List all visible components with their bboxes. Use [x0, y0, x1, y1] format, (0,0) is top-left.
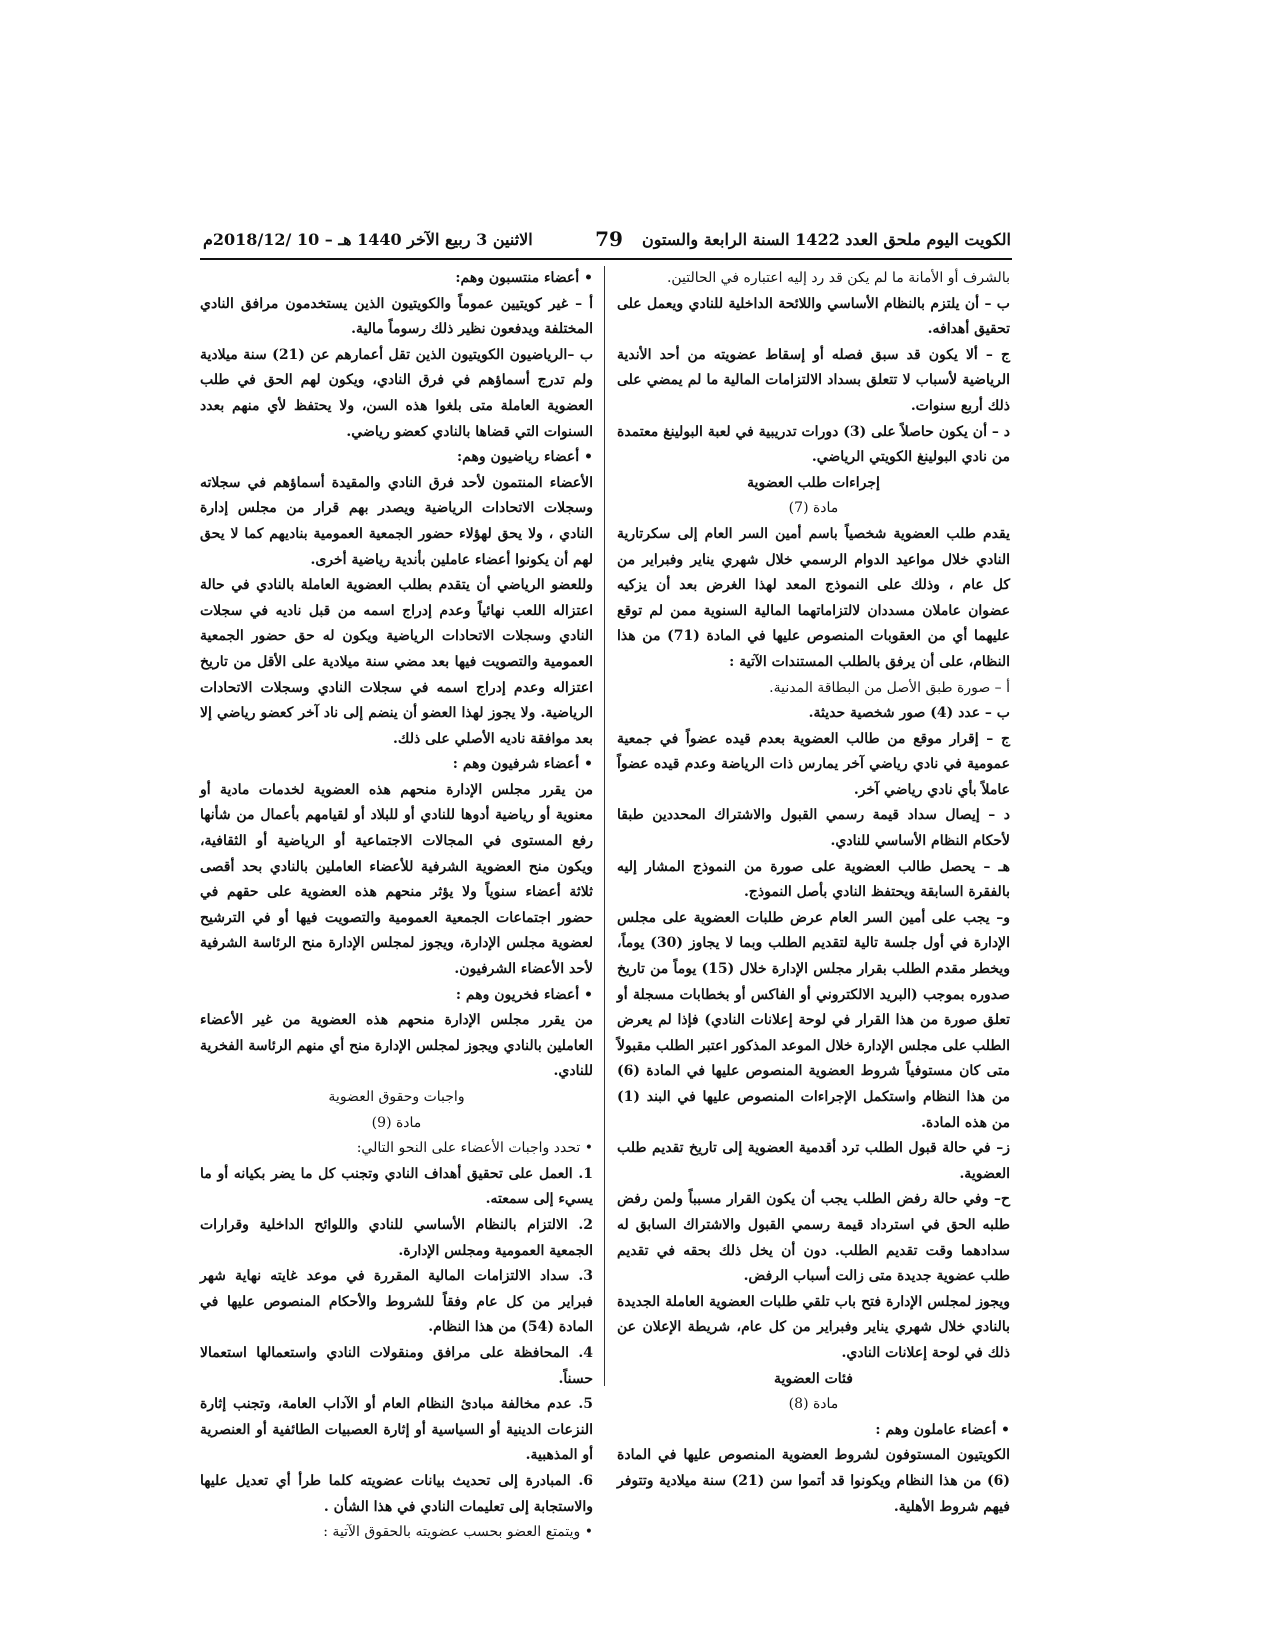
paragraph: ح– وفي حالة رفض الطلب يجب أن يكون القرار مسبباً ولمن رفض طلبه الحق في استرداد قيمة رسمي القبول والاشتراك السابق له سدادهما وقت تقديم الطلب. دون أن يخل ذلك بحقه في تقديم طلب عضوية جديدة متى زالت أسباب الرفض. [617, 1191, 1010, 1285]
header-rule [200, 258, 1012, 260]
section-heading: واجبات وحقوق العضوية [328, 1089, 465, 1105]
paragraph: الكويتيون المستوفون لشروط العضوية المنصوص عليها في المادة (6) من هذا النظام ويكونوا قد أتموا سن (21) سنة ميلادية وتتوفر فيهم شروط الأهلية. [617, 1447, 1010, 1515]
bullet-heading: • أعضاء عاملون وهم : [875, 1421, 1010, 1438]
paragraph: أ – غير كويتيين عموماً والكويتيون الذين يستخدمون مرافق النادي المختلفة ويدفعون نظير ذلك رسوماً مالية. [200, 295, 593, 338]
list-item: 2. الالتزام بالنظام الأساسي للنادي واللوائح الداخلية وقرارات الجمعية العمومية ومجلس الإدارة. [200, 1216, 593, 1259]
bullet-heading: • أعضاء منتسبون وهم: [455, 270, 593, 286]
right-column [617, 266, 1010, 1520]
paragraph: • تحدد واجبات الأعضاء على النحو التالي: [356, 1140, 593, 1157]
left-column [200, 266, 593, 1546]
article-number: مادة (7) [788, 500, 839, 517]
paragraph: يقدم طلب العضوية شخصياً باسم أمين السر العام إلى سكرتارية النادي خلال مواعيد الدوام الرسمي خلال شهري يناير وفبراير من كل عام ، وذلك على النموذج المعد لهذا الغرض بعد أن يزكيه عضوان عاملان مسددان لالتزاماتهما المالية السنوية ممن لم توقع عليهما أي من العقوبات المنصوص عليها في المادة (71) من هذا النظام، على أن يرفق بالطلب المستندات الآتية : [617, 525, 1010, 670]
paragraph: و– يجب على أمين السر العام عرض طلبات العضوية على مجلس الإدارة في أول جلسة تالية لتقديم الطلب وبما لا يجاوز (30) يوماً، ويخطر مقدم الطلب بقرار مجلس الإدارة خلال (15) يوماً من تاريخ صدوره بموجب (البريد الالكتروني أو الفاكس أو بخطابات مسجلة أو تعلق صورة من هذا القرار في لوحة إعلانات النادي) فإذا لم يعرض الطلب على مجلس الإدارة خلال الموعد المذكور اعتبر الطلب مقبولاً متى كان مستوفياً شروط العضوية المنصوص عليها في المادة (6) من هذا النظام واستكمل الإجراءات المنصوص عليها في البند (1) من هذه المادة. [617, 909, 1010, 1131]
article-number: مادة (9) [371, 1114, 422, 1131]
paragraph: • ويتمتع العضو بحسب عضويته بالحقوق الآتية : [323, 1524, 593, 1541]
paragraph: ب –الرياضيون الكويتيون الذين تقل أعمارهم عن (21) سنة ميلادية ولم تدرج أسماؤهم في فرق النادي، ويكون لهم الحق في طلب العضوية العاملة متى بلغوا هذه السن، ولا يحتفظ لأي منهم بعدد السنوات التي قضاها بالنادي كعضو رياضي. [200, 346, 594, 440]
paragraph: وللعضو الرياضي أن يتقدم بطلب العضوية العاملة بالنادي في حالة اعتزاله اللعب نهائياً وعدم إدراج اسمه من قبل ناديه في سجلات النادي وسجلات الاتحادات الرياضية ويكون له حق حضور الجمعية العمومية والتصويت فيها بعد مضي سنة ميلادية على الأقل من تاريخ اعتزاله وعدم إدراج اسمه في سجلات النادي وسجلات الاتحادات الرياضية. ولا يجوز لهذا العضو أن ينضم إلى ناد آخر كعضو رياضي إلا بعد موافقة ناديه الأصلي على ذلك. [200, 577, 593, 747]
header-date: الاثنين 3 ربيع الآخر 1440 هـ – 10 /2018/12م [203, 230, 533, 249]
bullet-heading: • أعضاء شرفيون وهم : [452, 756, 593, 773]
paragraph: ويجوز لمجلس الإدارة فتح باب تلقي طلبات العضوية العاملة الجديدة بالنادي خلال شهري يناير وفبراير من كل عام، شريطة الإعلان عن ذلك في لوحة إعلانات النادي. [617, 1293, 1010, 1361]
paragraph: من يقرر مجلس الإدارة منحهم هذه العضوية لخدمات مادية أو معنوية أو رياضية أدوها للنادي أو للبلاد أو لقيامهم بأعمال من شأنها رفع المستوى في المجالات الاجتماعية أو الرياضية أو الثقافية، ويكون منح العضوية الشرفية للأعضاء العاملين بالنادي بحد أقصى ثلاثة أعضاء سنوياً ولا يؤثر منحهم هذه العضوية على حقهم في حضور اجتماعات الجمعية العمومية والتصويت فيها أو في الترشيح لعضوية مجلس الإدارة، ويجوز لمجلس الإدارة منح الرئاسة الشرفية لأحد الأعضاء الشرفيون. [200, 781, 593, 978]
bullet-heading: • أعضاء رياضيون وهم: [457, 449, 593, 466]
list-item: 4. المحافظة على مرافق ومنقولات النادي واستعمالها استعمالا حسناً. [200, 1344, 593, 1387]
paragraph: هـ – يحصل طالب العضوية على صورة من النموذج المشار إليه بالفقرة السابقة ويحتفظ النادي بأصل النموذج. [617, 858, 1010, 901]
header-gazette-title: الكويت اليوم ملحق العدد 1422 السنة الرابعة والستون [641, 230, 1011, 249]
list-item: 5. عدم مخالفة مبادئ النظام العام أو الآداب العامة، وتجنب إثارة النزعات الدينية أو السياسية أو إثارة العصبيات الطائفية أو العنصرية أو المذهبية. [200, 1396, 593, 1464]
section-heading: فئات العضوية [774, 1370, 853, 1387]
list-item: 3. سداد الالتزامات المالية المقررة في موعد غايته نهاية شهر فبراير من كل عام وفقاً للشروط والأحكام المنصوص عليها في المادة (54) من هذا النظام. [200, 1268, 593, 1336]
paragraph: بالشرف أو الأمانة ما لم يكن قد رد إليه اعتباره في الحالتين. [666, 270, 1010, 286]
page-header [203, 227, 1011, 256]
page-number: 79 [595, 227, 623, 251]
list-item: 6. المبادرة إلى تحديث بيانات عضويته كلما طرأ أي تعديل عليها والاستجابة إلى تعليمات النادي في هذا الشأن . [200, 1472, 593, 1515]
paragraph: د – أن يكون حاصلاً على (3) دورات تدريبية في لعبة البولينغ معتمدة من نادي البولينغ الكويتي الرياضي. [617, 423, 1010, 466]
paragraph: ج – إقرار موقع من طالب العضوية بعدم قيده عضواً في جمعية عمومية في نادي رياضي آخر يمارس ذات الرياضة وعدم قيده عضواً عاملاً بأي نادي رياضي آخر. [617, 730, 1010, 798]
bullet-heading: • أعضاء فخريون وهم : [455, 986, 593, 1003]
column-divider [604, 266, 605, 1386]
paragraph: ج – ألا يكون قد سبق فصله أو إسقاط عضويته من أحد الأندية الرياضية لأسباب لا تتعلق بسداد الالتزامات المالية ما لم يمضي على ذلك أربع سنوات. [617, 346, 1010, 414]
paragraph: من يقرر مجلس الإدارة منحهم هذه العضوية من غير الأعضاء العاملين بالنادي ويجوز لمجلس الإدارة منح أي منهم الرئاسة الفخرية للنادي. [200, 1012, 593, 1080]
paragraph: ب – أن يلتزم بالنظام الأساسي واللائحة الداخلية للنادي ويعمل على تحقيق أهدافه. [617, 295, 1010, 338]
list-item: 1. العمل على تحقيق أهداف النادي وتجنب كل ما يضر بكيانه أو ما يسيء إلى سمعته. [200, 1165, 593, 1208]
paragraph: ب – عدد (4) صور شخصية حديثة. [808, 705, 1010, 722]
paragraph: الأعضاء المنتمون لأحد فرق النادي والمقيدة أسماؤهم في سجلاته وسجلات الاتحادات الرياضية ويصدر بهم قرار من مجلس إدارة النادي ، ولا يحق لهؤلاء حضور الجمعية العمومية بناديهم كما لا يحق لهم أن يكونوا أعضاء عاملين بأندية رياضية أخرى. [200, 474, 593, 568]
section-heading: إجراءات طلب العضوية [747, 474, 880, 491]
paragraph: د – إيصال سداد قيمة رسمي القبول والاشتراك المحددين طبقا لأحكام النظام الأساسي للنادي. [617, 807, 1010, 850]
paragraph: أ – صورة طبق الأصل من البطاقة المدنية. [769, 679, 1010, 696]
article-number: مادة (8) [788, 1396, 839, 1413]
paragraph: ز– في حالة قبول الطلب ترد أقدمية العضوية إلى تاريخ تقديم طلب العضوية. [617, 1140, 1010, 1182]
